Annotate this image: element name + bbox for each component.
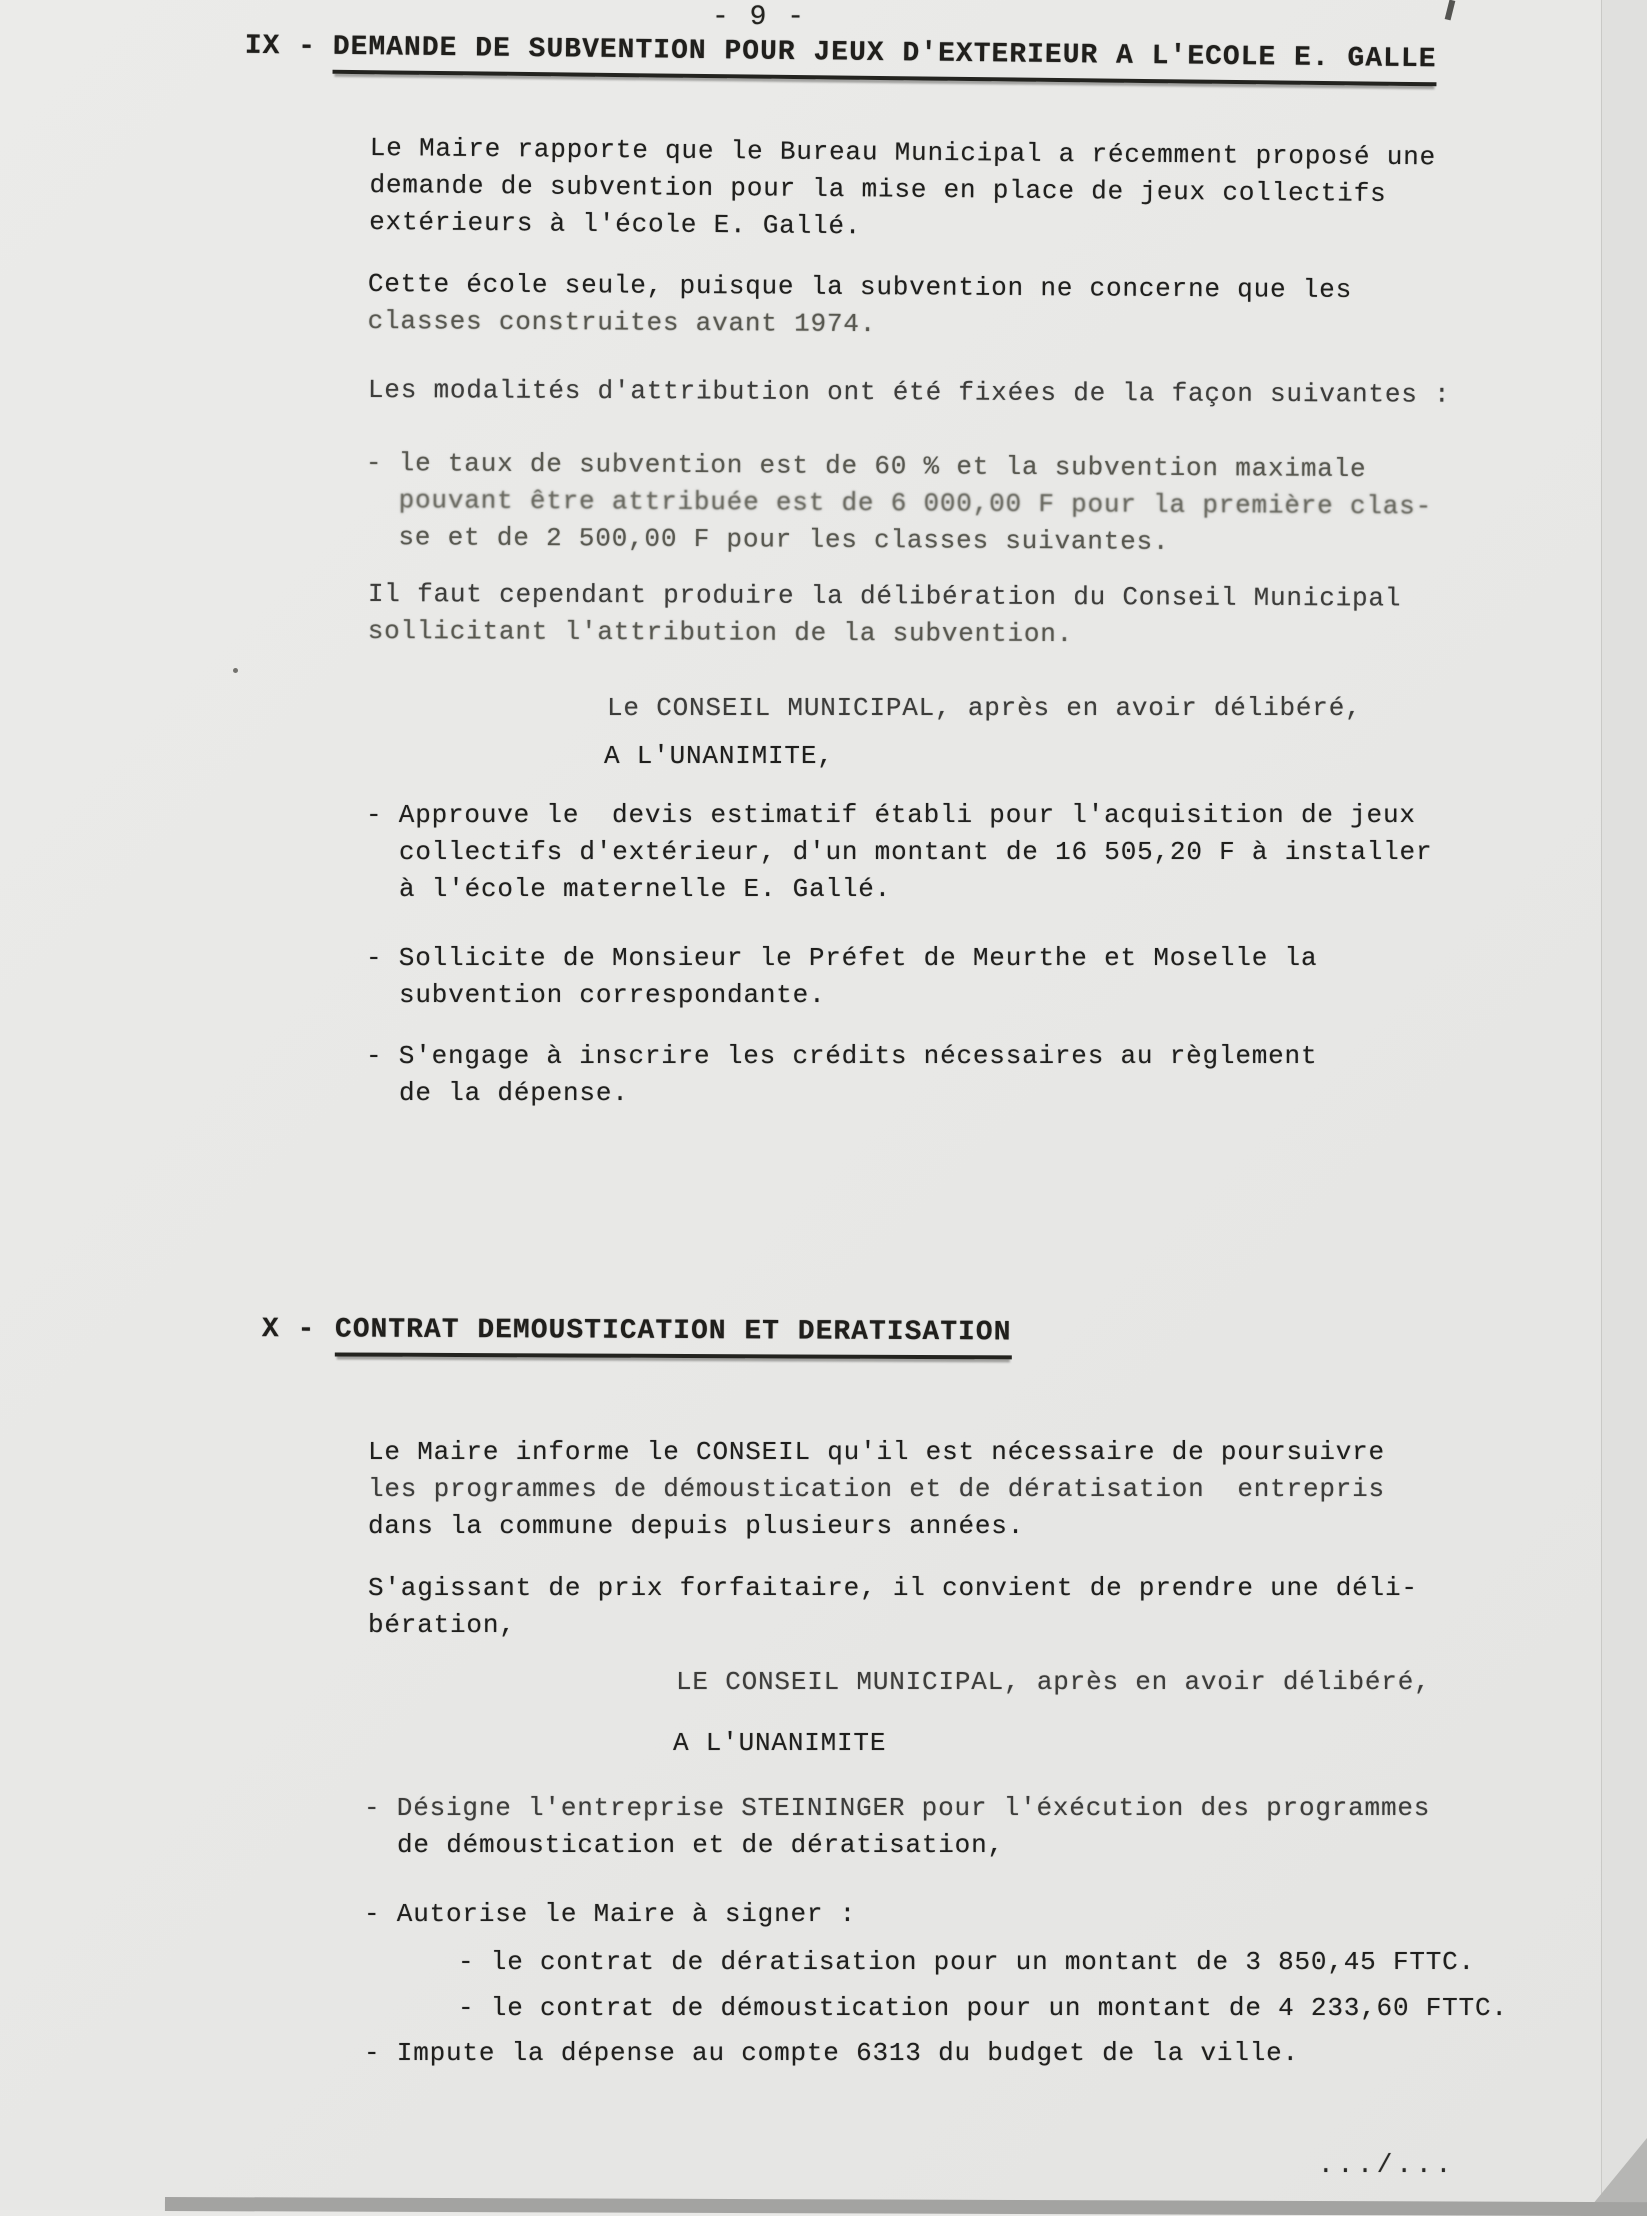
paragraph-modalites xyxy=(368,372,1451,414)
resolution-intro-ix xyxy=(607,690,1362,727)
bullet-designe xyxy=(364,1790,1430,1864)
section-ix-numeral: IX - xyxy=(244,30,317,63)
text-line: de la dépense. xyxy=(399,1078,629,1108)
text-line: Le Maire rapporte que le Bureau Municipal a récemment proposé une xyxy=(369,132,1437,173)
bullet-sengage xyxy=(366,1038,1317,1112)
resolution-intro-x xyxy=(676,1664,1431,1701)
text-line: - Approuve le devis estimatif établi pour l'acquisition de jeux xyxy=(366,800,1416,830)
text-line: - S'engage à inscrire les crédits nécessaires au règlement xyxy=(366,1041,1318,1071)
text-line: - Impute la dépense au compte 6313 du budget de la ville. xyxy=(364,2038,1299,2068)
paragraph-sagissant xyxy=(368,1570,1418,1644)
text-line: - le taux de subvention est de 60 % et la subvention maximale xyxy=(365,447,1367,485)
text-line: les programmes de démoustication et de dératisation entrepris xyxy=(368,1474,1385,1504)
page-number: - 9 - xyxy=(712,2,807,33)
bullet-impute xyxy=(364,2035,1299,2072)
text-line: dans la commune depuis plusieurs années. xyxy=(368,1511,1025,1541)
text-line: de démoustication et de dératisation, xyxy=(397,1830,1004,1860)
text-line: LE CONSEIL MUNICIPAL, après en avoir délibéré, xyxy=(676,1667,1431,1697)
text-line: Les modalités d'attribution ont été fixées de la façon suivantes : xyxy=(367,374,1451,410)
text-line: se et de 2 500,00 F pour les classes suivantes. xyxy=(398,522,1170,557)
text-line: Cette école seule, puisque la subvention ne concerne que les xyxy=(367,268,1353,306)
paper-bottom-edge xyxy=(165,2197,1647,2216)
bullet-autorise xyxy=(364,1896,856,1933)
paper-right-edge xyxy=(1601,0,1647,2210)
text-line: S'agissant de prix forfaitaire, il convient de prendre une déli- xyxy=(368,1573,1418,1603)
bullet-approuve xyxy=(366,797,1432,908)
text-line: - Désigne l'entreprise STEININGER pour l'éxécution des programmes xyxy=(364,1793,1431,1823)
unanimite-x xyxy=(673,1725,886,1762)
bullet-sollicite xyxy=(366,940,1317,1014)
paragraph-cette-ecole xyxy=(368,266,1353,346)
section-ix-title: DEMANDE DE SUBVENTION POUR JEUX D'EXTERIEUR A L'ECOLE E. GALLE xyxy=(333,32,1437,87)
scan-speckle xyxy=(233,668,238,673)
continuation-mark: .../... xyxy=(1318,2150,1456,2180)
text-line: A L'UNANIMITE xyxy=(673,1728,887,1758)
section-x-heading xyxy=(0,1313,1012,1437)
text-line: bération, xyxy=(368,1610,516,1640)
text-line: sollicitant l'attribution de la subvention. xyxy=(367,615,1074,650)
text-line: pouvant être attribuée est de 6 000,00 F pour la première clas- xyxy=(398,485,1433,522)
text-line: collectifs d'extérieur, d'un montant de 16 505,20 F à installer xyxy=(399,837,1433,867)
paragraph-maire-rapporte xyxy=(369,130,1436,250)
subbullet-contrat-deratisation xyxy=(458,1944,1475,1981)
text-line: à l'école maternelle E. Gallé. xyxy=(399,874,892,904)
unanimite-ix xyxy=(604,738,834,775)
paragraph-il-faut xyxy=(368,576,1402,655)
subbullet-contrat-demoustication xyxy=(458,1990,1508,2027)
text-line: demande de subvention pour la mise en place de jeux collectifs xyxy=(369,169,1387,209)
text-line: extérieurs à l'école E. Gallé. xyxy=(369,206,862,242)
text-line: Le CONSEIL MUNICIPAL, après en avoir délibéré, xyxy=(607,693,1362,723)
text-line: - Sollicite de Monsieur le Préfet de Meurthe et Moselle la xyxy=(366,943,1318,973)
text-line: - le contrat de démoustication pour un montant de 4 233,60 FTTC. xyxy=(458,1993,1508,2023)
paragraph-maire-informe xyxy=(368,1434,1385,1545)
text-line: - le contrat de dératisation pour un montant de 3 850,45 FTTC. xyxy=(458,1947,1475,1977)
text-line: Il faut cependant produire la délibération du Conseil Municipal xyxy=(367,579,1402,614)
section-x-numeral: X - xyxy=(261,1314,316,1346)
text-line: A L'UNANIMITE, xyxy=(604,741,834,771)
text-line: classes construites avant 1974. xyxy=(367,305,877,340)
scan-artifact xyxy=(1445,0,1456,20)
section-x-title: CONTRAT DEMOUSTICATION ET DERATISATION xyxy=(335,1314,1012,1359)
bullet-taux-subvention xyxy=(365,445,1432,563)
text-line: - Autorise le Maire à signer : xyxy=(364,1899,857,1929)
text-line: subvention correspondante. xyxy=(399,980,826,1010)
text-line: Le Maire informe le CONSEIL qu'il est nécessaire de poursuivre xyxy=(368,1437,1385,1467)
